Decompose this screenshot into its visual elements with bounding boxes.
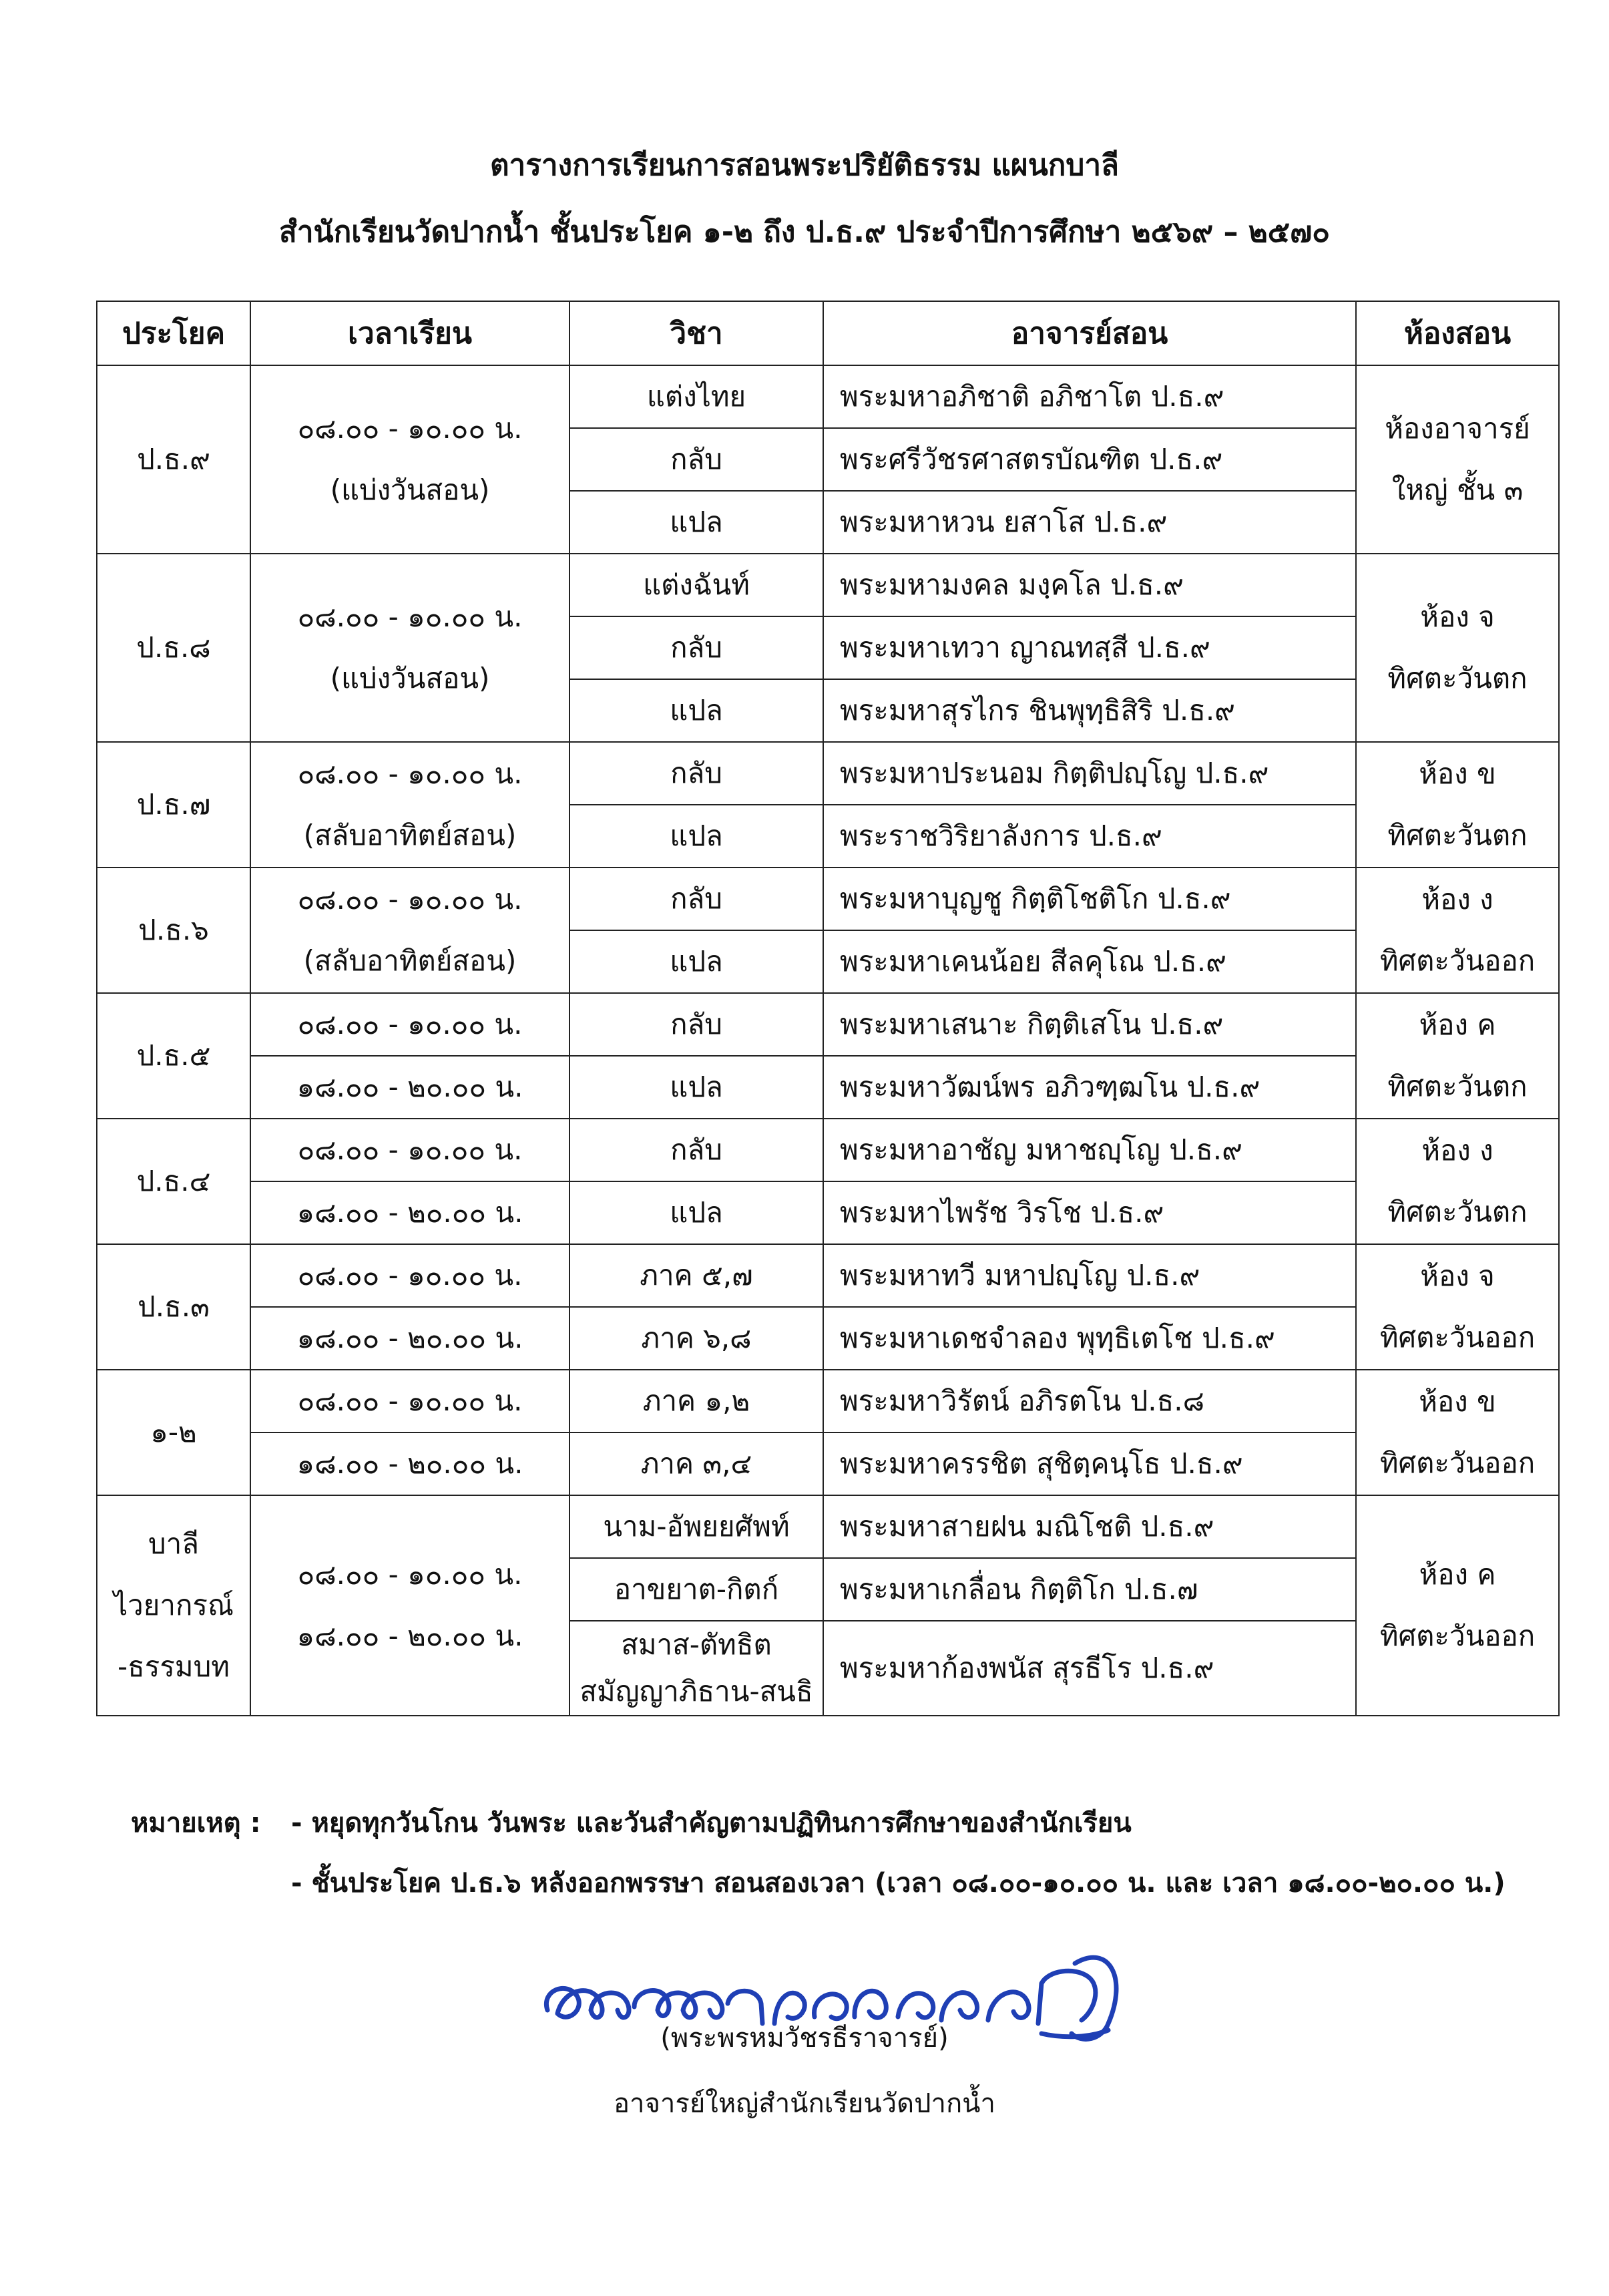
subject-cell: ภาค ๕,๗ xyxy=(569,1244,823,1307)
teacher-cell: พระมหาเดชจำลอง พุทฺธิเตโช ป.ธ.๙ xyxy=(823,1307,1356,1370)
teacher-cell: พระศรีวัชรศาสตรบัณฑิต ป.ธ.๙ xyxy=(823,428,1356,491)
subject-cell: กลับ xyxy=(569,993,823,1056)
column-header-subject: วิชา xyxy=(569,301,823,365)
table-row xyxy=(97,1244,1559,1307)
teacher-cell: พระมหาวิรัตน์ อภิรตโน ป.ธ.๘ xyxy=(823,1370,1356,1432)
table-row xyxy=(97,1119,1559,1181)
time-cell: ๑๘.๐๐ - ๒๐.๐๐ น. xyxy=(250,1307,569,1370)
time-range: ๐๘.๐๐ - ๑๐.๐๐ น. xyxy=(297,757,523,790)
teacher-cell: พระมหาเกลื่อน กิตฺติโก ป.ธ.๗ xyxy=(823,1558,1356,1621)
note-line: - ชั้นประโยค ป.ธ.๖ หลังออกพรรษา สอนสองเวลา (เวลา ๐๘.๐๐-๑๐.๐๐ น. และ เวลา ๑๘.๐๐-๒๐.๐๐ น.) xyxy=(291,1868,1506,1899)
table-row xyxy=(97,1370,1559,1432)
room-location: ทิศตะวันออก xyxy=(1379,1447,1536,1479)
subject-cell: ภาค ๓,๔ xyxy=(569,1432,823,1495)
time-range: ๐๘.๐๐ - ๑๐.๐๐ น. xyxy=(297,600,523,633)
room-location: ทิศตะวันออก xyxy=(1379,1321,1536,1354)
signature-stroke xyxy=(546,1988,629,2018)
signature-stroke xyxy=(898,1993,977,2020)
level-cell: ป.ธ.๓ xyxy=(97,1244,250,1370)
subject-cell: ภาค ๖,๘ xyxy=(569,1307,823,1370)
room-cell xyxy=(1356,1244,1559,1370)
level-cell xyxy=(97,1495,250,1716)
level-line: ไวยากรณ์ xyxy=(113,1589,234,1621)
time-range: ๐๘.๐๐ - ๑๐.๐๐ น. xyxy=(297,412,523,445)
room-location: ทิศตะวันออก xyxy=(1379,1619,1536,1652)
time-cell xyxy=(250,742,569,868)
signatory-name: (พระพรหมวัชรธีราจารย์) xyxy=(660,2023,949,2054)
table-row xyxy=(97,1181,1559,1244)
teacher-cell: พระมหาวัฒน์พร อภิวฑฺฒโน ป.ธ.๙ xyxy=(823,1056,1356,1119)
column-header-teacher: อาจารย์สอน xyxy=(823,301,1356,365)
subject-cell: แปล xyxy=(569,1181,823,1244)
room-name: ห้อง จ xyxy=(1420,1260,1495,1292)
teacher-cell: พระมหาเทวา ญาณทสฺสี ป.ธ.๙ xyxy=(823,616,1356,679)
teacher-cell: พระมหาสายฝน มณิโชติ ป.ธ.๙ xyxy=(823,1495,1356,1558)
time-cell xyxy=(250,554,569,742)
subject-cell: กลับ xyxy=(569,1119,823,1181)
subject-cell: แต่งไทย xyxy=(569,365,823,428)
teacher-cell: พระมหาอภิชาติ อภิชาโต ป.ธ.๙ xyxy=(823,365,1356,428)
column-header-room: ห้องสอน xyxy=(1356,301,1559,365)
table-row xyxy=(97,868,1559,930)
subject-cell: อาขยาต-กิตก์ xyxy=(569,1558,823,1621)
subject-cell: แต่งฉันท์ xyxy=(569,554,823,616)
subject-cell: กลับ xyxy=(569,868,823,930)
room-cell xyxy=(1356,1495,1559,1716)
room-cell xyxy=(1356,868,1559,993)
table-header-row xyxy=(97,301,1559,365)
room-location: ใหญ่ ชั้น ๓ xyxy=(1391,473,1524,506)
time-cell xyxy=(250,868,569,993)
document-subtitle: สำนักเรียนวัดปากน้ำ ชั้นประโยค ๑-๒ ถึง ป.ธ.๙ ประจำปีการศึกษา ๒๕๖๙ – ๒๕๗๐ xyxy=(278,215,1331,249)
level-cell: ป.ธ.๗ xyxy=(97,742,250,868)
subject-cell: กลับ xyxy=(569,428,823,491)
time-cell: ๑๘.๐๐ - ๒๐.๐๐ น. xyxy=(250,1056,569,1119)
teacher-cell: พระมหาอาชัญ มหาชญฺโญ ป.ธ.๙ xyxy=(823,1119,1356,1181)
teacher-cell: พระมหาบุญชู กิตฺติโชติโก ป.ธ.๙ xyxy=(823,868,1356,930)
table-row xyxy=(97,1307,1559,1370)
teacher-cell: พระราชวิริยาลังการ ป.ธ.๙ xyxy=(823,805,1356,868)
time-note: (แบ่งวันสอน) xyxy=(330,473,490,506)
subject-line: สมัญญาภิธาน-สนธิ xyxy=(580,1675,813,1708)
level-cell: ป.ธ.๔ xyxy=(97,1119,250,1244)
column-header-time: เวลาเรียน xyxy=(250,301,569,365)
teacher-cell: พระมหาเสนาะ กิตฺติเสโน ป.ธ.๙ xyxy=(823,993,1356,1056)
room-location: ทิศตะวันตก xyxy=(1387,1195,1528,1228)
subject-cell: แปล xyxy=(569,1056,823,1119)
room-location: ทิศตะวันตก xyxy=(1387,819,1528,851)
subject-cell: แปล xyxy=(569,805,823,868)
room-name: ห้องอาจารย์ xyxy=(1385,412,1530,445)
room-name: ห้อง จ xyxy=(1420,600,1495,633)
time-cell: ๑๘.๐๐ - ๒๐.๐๐ น. xyxy=(250,1432,569,1495)
subject-cell: แปล xyxy=(569,491,823,554)
table-row xyxy=(97,993,1559,1056)
subject-cell: กลับ xyxy=(569,742,823,805)
teacher-cell: พระมหาไพรัช วิรโช ป.ธ.๙ xyxy=(823,1181,1356,1244)
time-note: (สลับอาทิตย์สอน) xyxy=(303,944,517,977)
level-cell: ป.ธ.๙ xyxy=(97,365,250,554)
document-title: ตารางการเรียนการสอนพระปริยัติธรรม แผนกบาลี xyxy=(489,148,1120,182)
room-cell xyxy=(1356,742,1559,868)
subject-cell: นาม-อัพยยศัพท์ xyxy=(569,1495,823,1558)
table-row xyxy=(97,742,1559,805)
time-cell: ๐๘.๐๐ - ๑๐.๐๐ น. xyxy=(250,1244,569,1307)
schedule-table xyxy=(96,301,1560,1716)
table-row xyxy=(97,365,1559,428)
teacher-cell: พระมหาประนอม กิตฺติปญฺโญ ป.ธ.๙ xyxy=(823,742,1356,805)
signature-stroke xyxy=(988,1971,1096,2024)
room-name: ห้อง ข xyxy=(1419,1385,1496,1418)
time-cell: ๐๘.๐๐ - ๑๐.๐๐ น. xyxy=(250,1119,569,1181)
level-cell: ป.ธ.๖ xyxy=(97,868,250,993)
table-row xyxy=(97,1432,1559,1495)
level-cell: ๑-๒ xyxy=(97,1370,250,1495)
subject-cell: แปล xyxy=(569,679,823,742)
teacher-cell: พระมหาก้องพนัส สุรธีโร ป.ธ.๙ xyxy=(823,1621,1356,1716)
signatory-title: อาจารย์ใหญ่สำนักเรียนวัดปากน้ำ xyxy=(614,2088,995,2119)
time-cell xyxy=(250,365,569,554)
room-cell xyxy=(1356,993,1559,1119)
table-row xyxy=(97,554,1559,616)
time-cell: ๐๘.๐๐ - ๑๐.๐๐ น. xyxy=(250,993,569,1056)
level-cell: ป.ธ.๘ xyxy=(97,554,250,742)
time-cell: ๐๘.๐๐ - ๑๐.๐๐ น. xyxy=(250,1370,569,1432)
room-location: ทิศตะวันตก xyxy=(1387,1070,1528,1103)
notes-label: หมายเหตุ : xyxy=(131,1808,261,1839)
room-name: ห้อง ง xyxy=(1421,1134,1493,1167)
level-line: -ธรรมบท xyxy=(118,1650,230,1683)
subject-line: สมาส-ตัทธิต xyxy=(621,1628,772,1661)
time-cell xyxy=(250,1495,569,1716)
level-cell: ป.ธ.๕ xyxy=(97,993,250,1119)
time-note: (แบ่งวันสอน) xyxy=(330,662,490,695)
time-note: (สลับอาทิตย์สอน) xyxy=(303,819,517,851)
column-header-level: ประโยค xyxy=(97,301,250,365)
signature-stroke xyxy=(634,1991,722,2018)
teacher-cell: พระมหาหวน ยสาโส ป.ธ.๙ xyxy=(823,491,1356,554)
teacher-cell: พระมหาสุรไกร ชินพุทฺธิสิริ ป.ธ.๙ xyxy=(823,679,1356,742)
teacher-cell: พระมหามงคล มงฺคโล ป.ธ.๙ xyxy=(823,554,1356,616)
subject-cell: แปล xyxy=(569,930,823,993)
subject-cell xyxy=(569,1621,823,1716)
teacher-cell: พระมหาทวี มหาปญฺโญ ป.ธ.๙ xyxy=(823,1244,1356,1307)
room-location: ทิศตะวันออก xyxy=(1379,944,1536,977)
room-location: ทิศตะวันตก xyxy=(1387,662,1528,695)
teacher-cell: พระมหาครรชิต สุชิตฺคนฺโธ ป.ธ.๙ xyxy=(823,1432,1356,1495)
subject-cell: กลับ xyxy=(569,616,823,679)
subject-cell: ภาค ๑,๒ xyxy=(569,1370,823,1432)
room-name: ห้อง ข xyxy=(1419,757,1496,790)
time-range: ๐๘.๐๐ - ๑๐.๐๐ น. xyxy=(297,1558,523,1591)
room-name: ห้อง ง xyxy=(1421,883,1493,916)
table-row xyxy=(97,1495,1559,1558)
room-cell xyxy=(1356,554,1559,742)
teacher-cell: พระมหาเคนน้อย สีลคุโณ ป.ธ.๙ xyxy=(823,930,1356,993)
level-line: บาลี xyxy=(148,1527,199,1560)
note-line: - หยุดทุกวันโกน วันพระ และวันสำคัญตามปฏิทินการศึกษาของสำนักเรียน xyxy=(291,1808,1132,1839)
room-cell xyxy=(1356,365,1559,554)
room-name: ห้อง ค xyxy=(1419,1008,1496,1041)
room-name: ห้อง ค xyxy=(1419,1558,1496,1591)
table-row xyxy=(97,1056,1559,1119)
signature-stroke xyxy=(815,1991,887,2018)
time-cell: ๑๘.๐๐ - ๒๐.๐๐ น. xyxy=(250,1181,569,1244)
time-range: ๑๘.๐๐ - ๒๐.๐๐ น. xyxy=(296,1619,523,1652)
time-range: ๐๘.๐๐ - ๑๐.๐๐ น. xyxy=(297,883,523,916)
room-cell xyxy=(1356,1370,1559,1495)
room-cell xyxy=(1356,1119,1559,1244)
